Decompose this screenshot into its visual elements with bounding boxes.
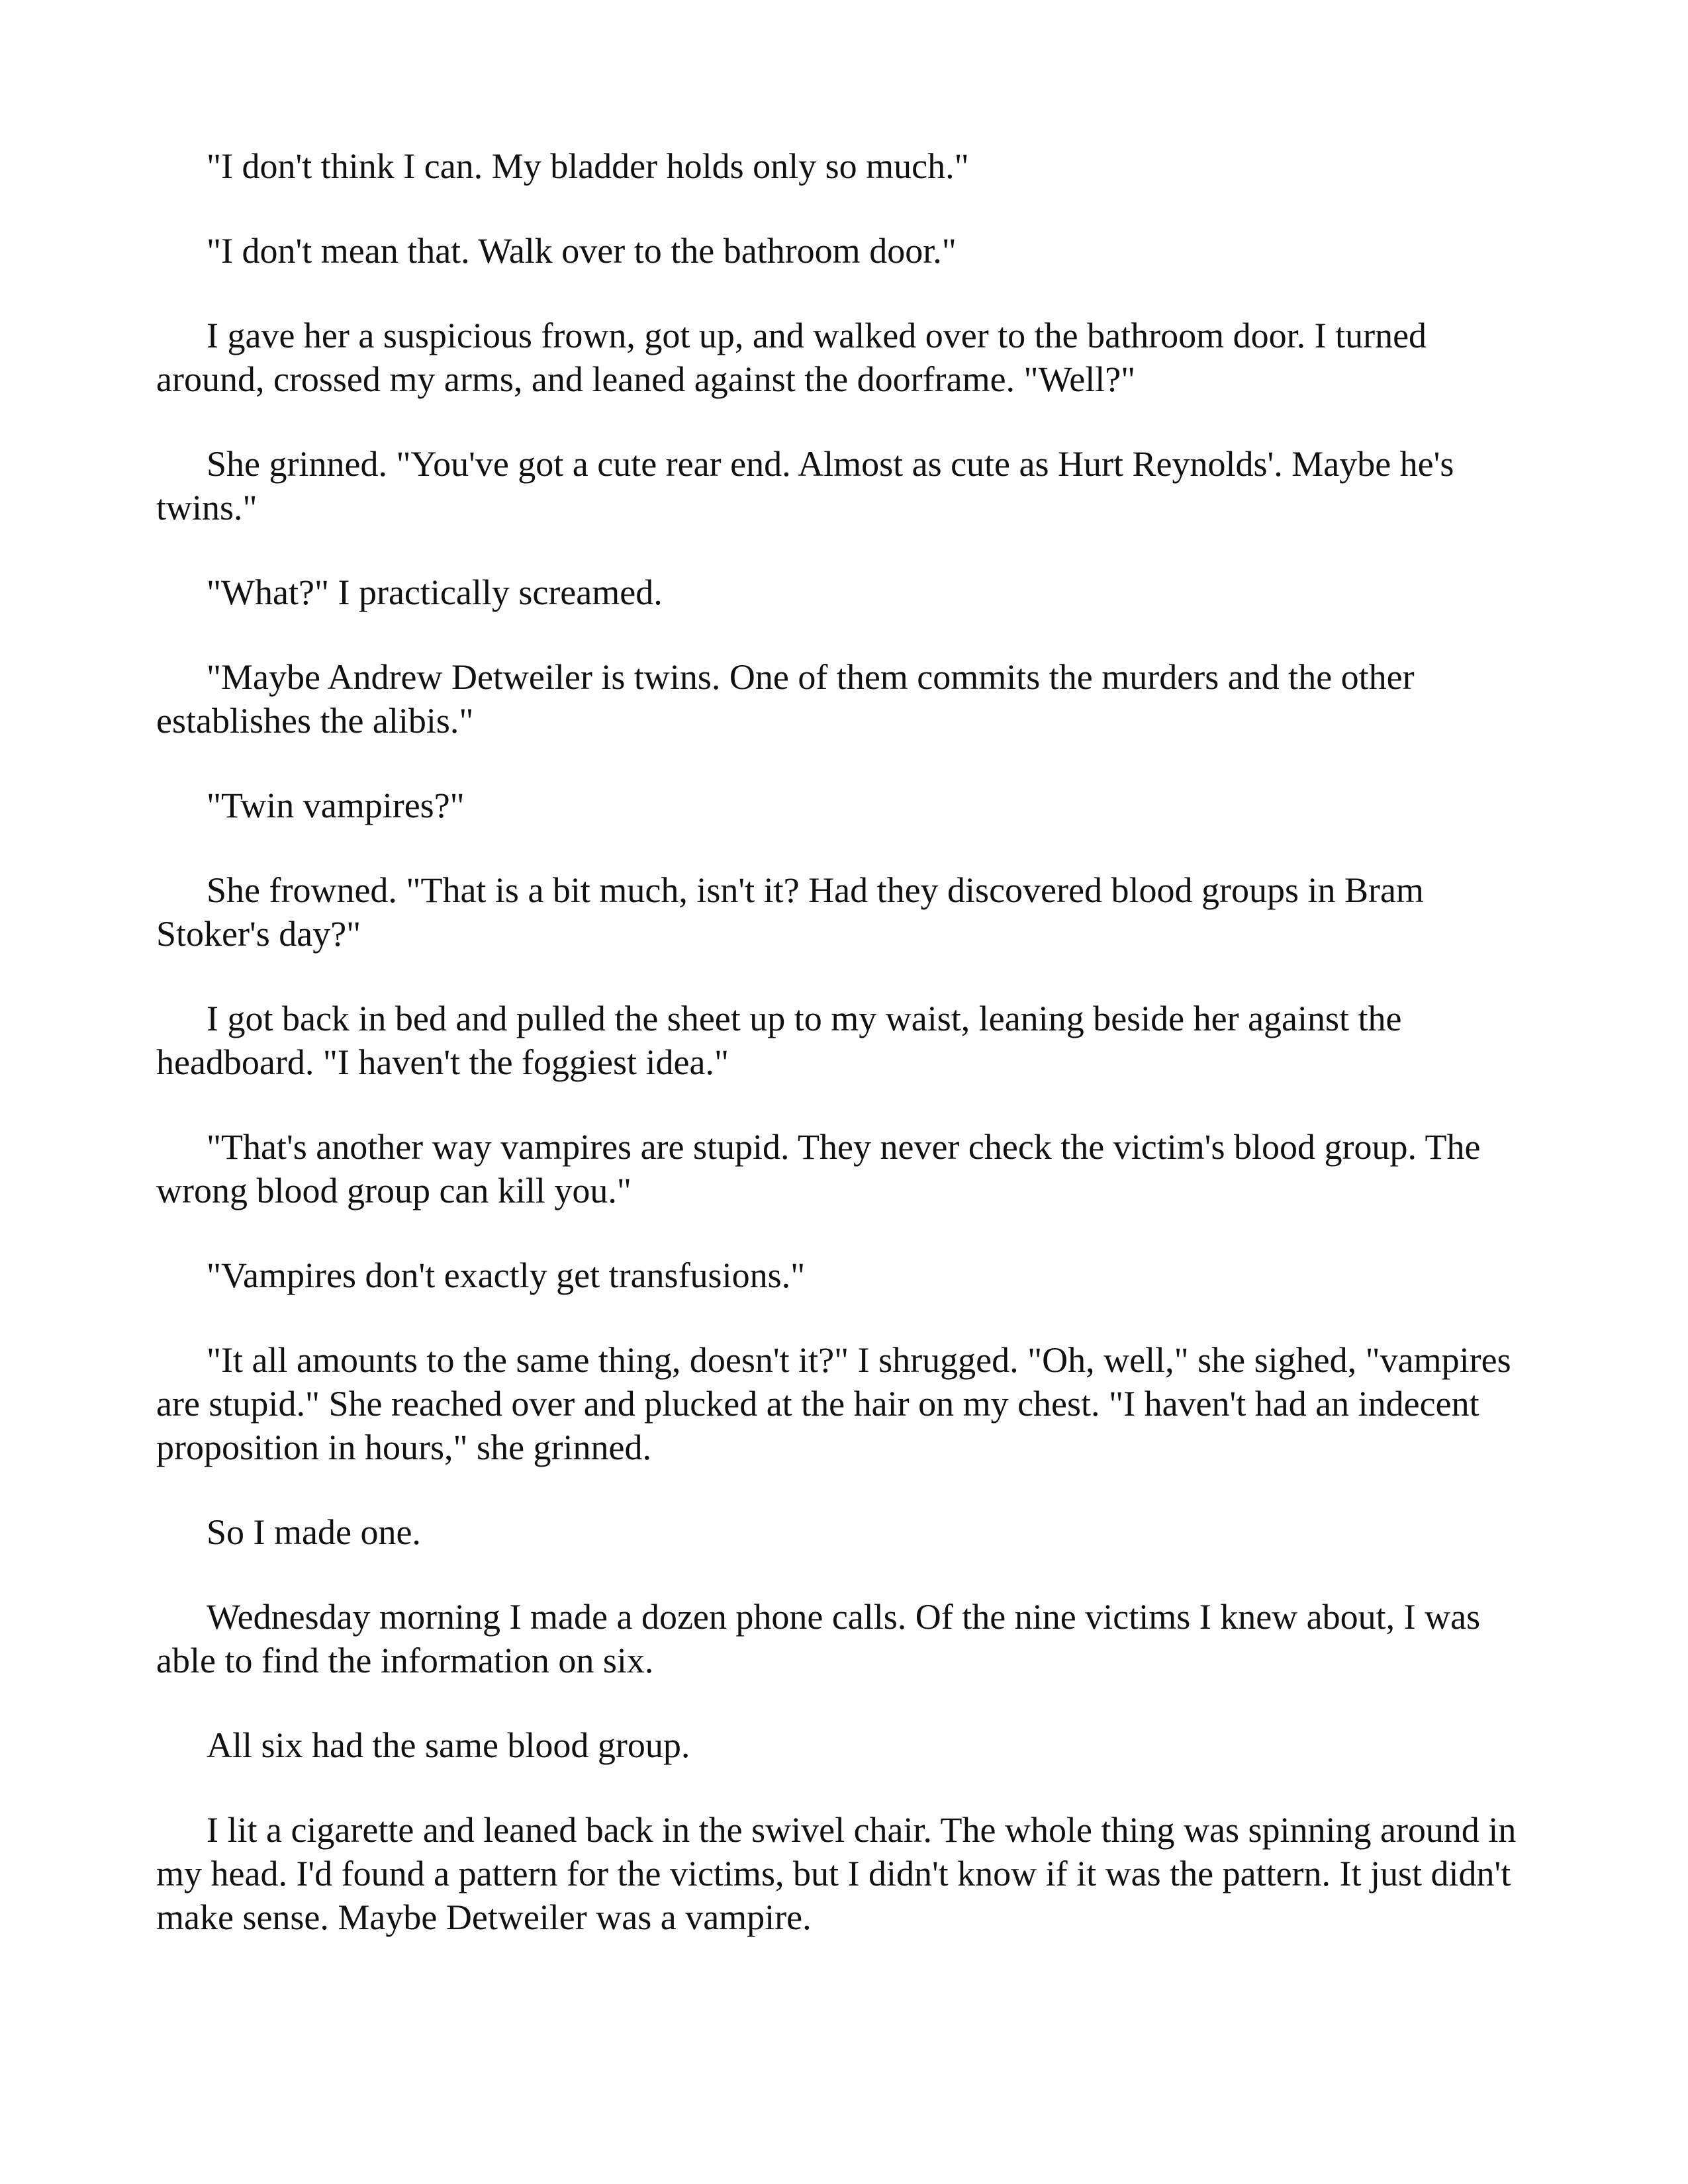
paragraph: "Twin vampires?" [207,786,465,825]
paragraph: All six had the same blood group. [207,1725,690,1765]
paragraph: "I don't mean that. Walk over to the bathroom door." [207,231,957,271]
paragraph: I gave her a suspicious frown, got up, and walked over to the bathroom door. I turned around, crossed my arms, and leaned against the doorframe. "Well?" [156,316,1427,399]
paragraph: I got back in bed and pulled the sheet up to my waist, leaning beside her against the headboard. "I haven't the foggiest idea." [156,999,1402,1082]
paragraph: I lit a cigarette and leaned back in the swivel chair. The whole thing was spinning around in my head. I'd found a pattern for the victims, but I didn't know if it was the pattern. It just didn't make sense. Maybe Detweiler was a vampire. [156,1810,1517,1937]
paragraph: She frowned. "That is a bit much, isn't it? Had they discovered blood groups in Bram Stoker's day?" [156,870,1424,954]
document-page [156,144,1533,1980]
paragraph: "I don't think I can. My bladder holds only so much." [207,146,969,186]
paragraph: So I made one. [207,1512,421,1552]
paragraph: "Maybe Andrew Detweiler is twins. One of them commits the murders and the other establishes the alibis." [156,657,1415,741]
paragraph: "It all amounts to the same thing, doesn't it?" I shrugged. "Oh, well," she sighed, "vampires are stupid." She reached over and plucked at the hair on my chest. "I haven't had an indecent proposition in hours," she grinned. [156,1340,1511,1467]
paragraph: "That's another way vampires are stupid. They never check the victim's blood group. The wrong blood group can kill you." [156,1127,1481,1210]
paragraph: "What?" I practically screamed. [207,572,663,612]
paragraph: "Vampires don't exactly get transfusions." [207,1255,806,1295]
paragraph: She grinned. "You've got a cute rear end. Almost as cute as Hurt Reynolds'. Maybe he's twins." [156,444,1454,527]
paragraph: Wednesday morning I made a dozen phone calls. Of the nine victims I knew about, I was able to find the information on six. [156,1597,1481,1680]
